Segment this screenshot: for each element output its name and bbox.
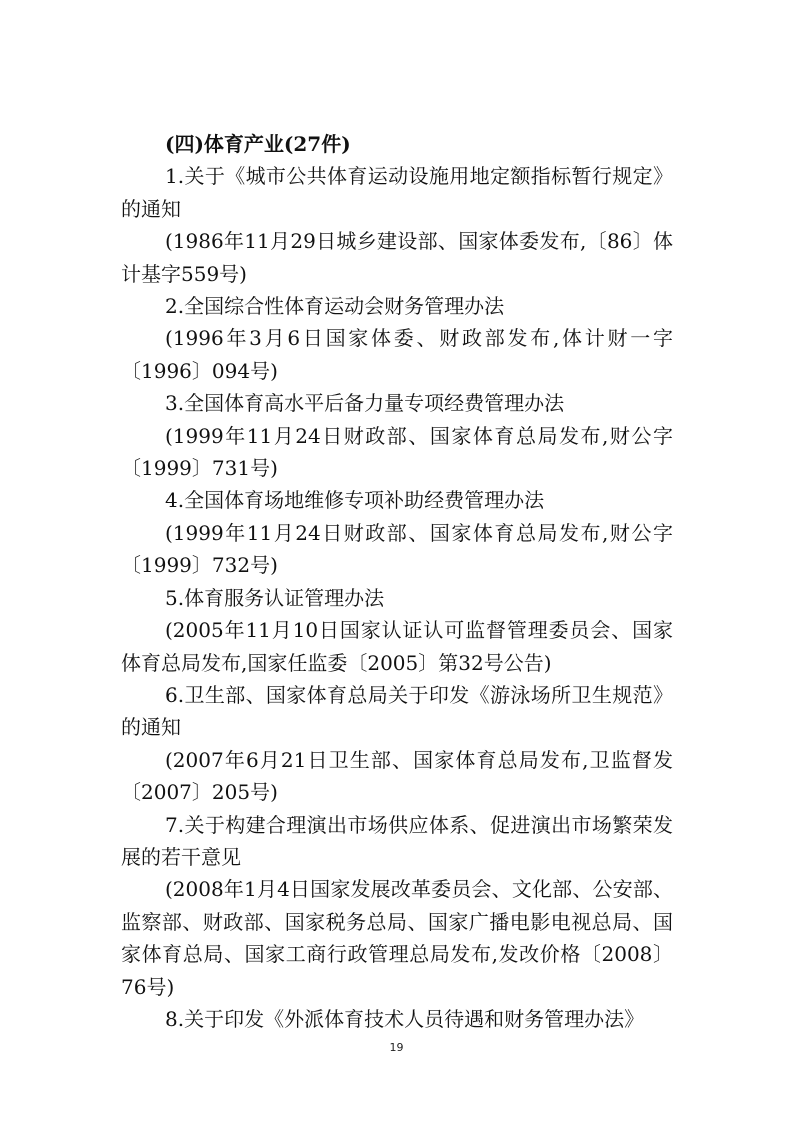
list-item-note: (2007年6月21日卫生部、国家体育总局发布,卫监督发〔2007〕205号) xyxy=(121,747,673,805)
list-item-note: (1999年11月24日财政部、国家体育总局发布,财公字〔1999〕731号) xyxy=(121,423,673,481)
list-item-title: 2.全国综合性体育运动会财务管理办法 xyxy=(165,294,505,319)
list-item-title: 5.体育服务认证管理办法 xyxy=(165,585,385,610)
list-item-title: 6.卫生部、国家体育总局关于印发《游泳场所卫生规范》的通知 xyxy=(121,682,673,740)
document-body xyxy=(121,128,673,1035)
list-item-title: 1.关于《城市公共体育运动设施用地定额指标暂行规定》的通知 xyxy=(121,164,673,221)
list-item-title: 3.全国体育高水平后备力量专项经费管理办法 xyxy=(165,391,565,416)
list-item-title: 8.关于印发《外派体育技术人员待遇和财务管理办法》 xyxy=(165,1006,645,1031)
list-item-note: (1986年11月29日城乡建设部、国家体委发布,〔86〕体计基字559号) xyxy=(121,229,673,286)
list-item-note: (2005年11月10日国家认证认可监督管理委员会、国家体育总局发布,国家任监委〔2005〕第32号公告) xyxy=(121,618,673,675)
list-item-title: 7.关于构建合理演出市场供应体系、促进演出市场繁荣发展的若干意见 xyxy=(121,812,673,869)
list-item-note: (1996年3月6日国家体委、财政部发布,体计财一字〔1996〕094号) xyxy=(121,326,673,383)
list-item-title: 4.全国体育场地维修专项补助经费管理办法 xyxy=(165,488,545,513)
page-number: 19 xyxy=(389,1041,404,1054)
list-item-note: (1999年11月24日财政部、国家体育总局发布,财公字〔1999〕732号) xyxy=(121,520,673,578)
list-item-note: (2008年1月4日国家发展改革委员会、文化部、公安部、监察部、财政部、国家税务总局、国家广播电影电视总局、国家体育总局、国家工商行政管理总局发布,发改价格〔2008〕76号) xyxy=(121,877,673,999)
section-heading: (四)体育产业(27件) xyxy=(165,132,351,156)
